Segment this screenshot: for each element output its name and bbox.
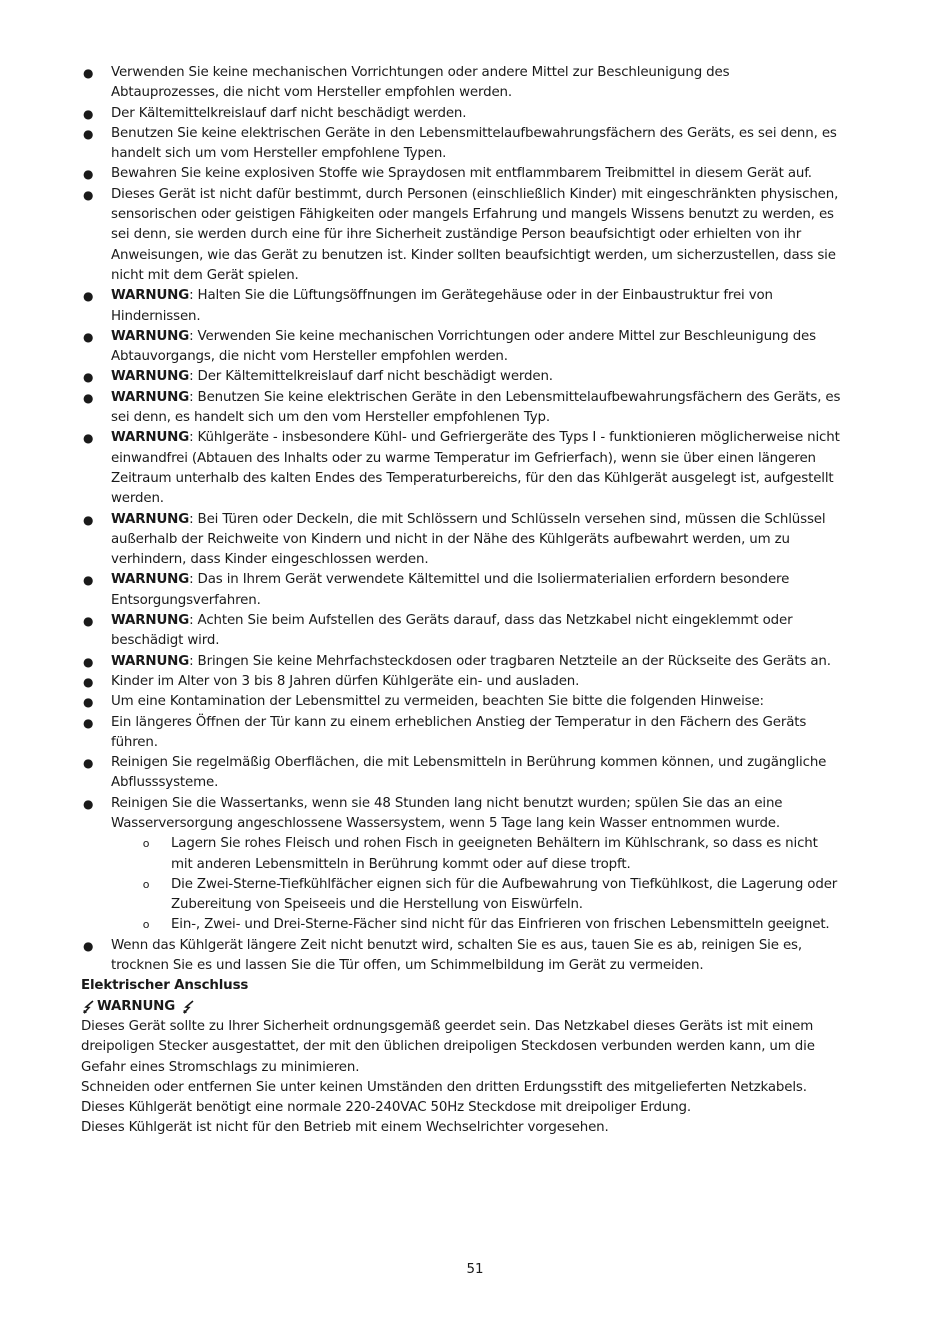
warning-label: WARNUNG bbox=[97, 998, 176, 1014]
list-item: ● WARNUNG: Halten Sie die Lüftungsöffnungen im Gerätegehäuse oder in der Einbaustruktur frei von Hindernissen. bbox=[83, 288, 773, 324]
bullet-icon: ● bbox=[83, 674, 94, 689]
bullet-icon: ● bbox=[83, 796, 94, 811]
list-item: ● Reinigen Sie die Wassertanks, wenn sie 48 Stunden lang nicht benutzt wurden; spülen Sie das an eine Wasserversorgung angeschlossene Wassersystem, wenn 5 Tage lang kein Wasser entnommen wurde. bbox=[83, 795, 783, 831]
safety-list-continued bbox=[81, 936, 841, 977]
list-item: ● Dieses Gerät ist nicht dafür bestimmt, durch Personen (einschließlich Kinder) mit eingeschränkten physischen, sensorischen oder geistigen Fähigkeiten oder mangels Erfahrung und mangels Wissens benutzt zu werden, es sei denn, sie werden durch eine für ihre Sicherheit zuständige Person beaufsichtigt oder erhielten von ihr Anweisungen, wie das Gerät zu benutzen ist. Kinder sollten beaufsichtigt werden, um sicherzustellen, dass sie nicht mit dem Gerät spielen. bbox=[83, 186, 839, 283]
list-item: ● Verwenden Sie keine mechanischen Vorrichtungen oder andere Mittel zur Beschleunigung des Abtauprozesses, die nicht vom Hersteller empfohlen werden. bbox=[83, 65, 730, 101]
warning-label: WARNUNG bbox=[111, 328, 190, 344]
list-item: ● WARNUNG: Achten Sie beim Aufstellen des Geräts darauf, dass das Netzkabel nicht eingeklemmt oder beschädigt wird. bbox=[83, 613, 793, 649]
bullet-icon: ● bbox=[83, 289, 94, 304]
warning-label: WARNUNG bbox=[111, 389, 190, 405]
list-item: ● WARNUNG: Das in Ihrem Gerät verwendete Kältemittel und die Isoliermaterialien erfordern besondere Entsorgungsverfahren. bbox=[83, 572, 790, 608]
section-heading: Elektrischer Anschluss bbox=[81, 978, 249, 994]
list-item: ● Um eine Kontamination der Lebensmittel zu vermeiden, beachten Sie bitte die folgenden Hinweise: bbox=[81, 692, 841, 712]
bullet-icon: ● bbox=[83, 756, 94, 771]
list-item: ● Bewahren Sie keine explosiven Stoffe wie Spraydosen mit entflammbarem Treibmittel in diesem Gerät auf. bbox=[81, 164, 841, 184]
bullet-icon: ● bbox=[83, 167, 94, 182]
lightning-icon bbox=[181, 1000, 195, 1014]
list-item: ● WARNUNG: Bringen Sie keine Mehrfachsteckdosen oder tragbaren Netzteile an der Rückseite des Geräts an. bbox=[81, 652, 841, 672]
warning-label: WARNUNG bbox=[111, 572, 190, 588]
sub-list-item: o Die Zwei-Sterne-Tiefkühlfächer eignen sich für die Aufbewahrung von Tiefkühlkost, die Lagerung oder Zubereitung von Speiseeis und die Herstellung von Eiswürfeln. bbox=[142, 876, 838, 913]
bullet-icon: ● bbox=[83, 390, 94, 405]
food-storage-sublist bbox=[81, 834, 841, 935]
bullet-icon: ● bbox=[83, 126, 94, 141]
page-number: 51 bbox=[466, 1262, 484, 1277]
bullet-icon: ● bbox=[83, 329, 94, 344]
bullet-icon: ● bbox=[83, 938, 94, 953]
document-body bbox=[81, 63, 841, 1139]
sub-list-item: o Ein-, Zwei- und Drei-Sterne-Fächer sind nicht für das Einfrieren von frischen Lebensmitteln geeignet. bbox=[81, 915, 841, 935]
lightning-icon bbox=[81, 1000, 95, 1014]
bullet-icon: ● bbox=[83, 654, 94, 669]
list-item: ● WARNUNG: Benutzen Sie keine elektrischen Geräte in den Lebensmittelaufbewahrungsfächern des Geräts, es sei denn, es handelt sich um den vom Hersteller empfohlenen Typ. bbox=[83, 389, 841, 426]
bullet-icon: ● bbox=[83, 573, 94, 588]
list-item: ● Reinigen Sie regelmäßig Oberflächen, die mit Lebensmitteln in Berührung kommen können, und zugängliche Abflusssysteme. bbox=[83, 755, 827, 791]
warning-label: WARNUNG bbox=[111, 653, 190, 669]
bullet-icon: ● bbox=[83, 106, 94, 121]
bullet-icon: ● bbox=[83, 187, 94, 202]
bullet-icon: ● bbox=[83, 512, 94, 527]
paragraph: Dieses Kühlgerät benötigt eine normale 220-240VAC 50Hz Steckdose mit dreipoliger Erdung. bbox=[81, 1100, 692, 1116]
list-item: ● Ein längeres Öffnen der Tür kann zu einem erheblichen Anstieg der Temperatur in den Fächern des Geräts führen. bbox=[83, 714, 807, 750]
list-item: ● Kinder im Alter von 3 bis 8 Jahren dürfen Kühlgeräte ein- und ausladen. bbox=[81, 672, 841, 692]
warning-label: WARNUNG bbox=[111, 288, 190, 304]
sub-list-item: o Lagern Sie rohes Fleisch und rohen Fisch in geeigneten Behältern im Kühlschrank, so dass es nicht mit anderen Lebensmitteln in Berührung kommt oder auf diese tropft. bbox=[142, 836, 818, 872]
bullet-icon: ● bbox=[83, 695, 94, 710]
electrical-warning bbox=[81, 997, 841, 1017]
warning-label: WARNUNG bbox=[111, 430, 190, 446]
bullet-icon: ● bbox=[83, 370, 94, 385]
list-item: ● WARNUNG: Der Kältemittelkreislauf darf nicht beschädigt werden. bbox=[81, 367, 841, 387]
warning-label: WARNUNG bbox=[111, 613, 190, 629]
list-item: ● Der Kältemittelkreislauf darf nicht beschädigt werden. bbox=[81, 104, 841, 124]
list-item: ● Wenn das Kühlgerät längere Zeit nicht benutzt wird, schalten Sie es aus, tauen Sie es ab, reinigen Sie es, trocknen Sie es und lassen Sie die Tür offen, um Schimmelbildung im Gerät zu vermeiden. bbox=[83, 937, 802, 974]
list-item: ● Benutzen Sie keine elektrischen Geräte in den Lebensmittelaufbewahrungsfächern des Geräts, es sei denn, es handelt sich um vom Hersteller empfohlene Typen. bbox=[83, 125, 837, 162]
bullet-icon: ● bbox=[83, 715, 94, 730]
safety-list bbox=[81, 63, 841, 834]
paragraph: Dieses Kühlgerät ist nicht für den Betrieb mit einem Wechselrichter vorgesehen. bbox=[81, 1120, 609, 1136]
circle-bullet-icon: o bbox=[142, 918, 150, 932]
paragraph: Dieses Gerät sollte zu Ihrer Sicherheit ordnungsgemäß geerdet sein. Das Netzkabel dieses Geräts ist mit einem dreipoligen Stecker ausgestattet, der mit den üblichen dreipoligen Steckdosen verbunden werden kann, um die Gefahr eines Stromschlags zu minimieren. bbox=[81, 1018, 815, 1075]
bullet-icon: ● bbox=[83, 614, 94, 629]
circle-bullet-icon: o bbox=[142, 837, 150, 851]
list-item: ● WARNUNG: Bei Türen oder Deckeln, die mit Schlössern und Schlüsseln versehen sind, müssen die Schlüssel außerhalb der Reichweite von Kindern und nicht in der Nähe des Kühlgeräts aufbewahrt werden, um zu verhindern, dass Kinder eingeschlossen werden. bbox=[83, 511, 826, 568]
warning-label: WARNUNG bbox=[111, 369, 190, 385]
paragraph: Schneiden oder entfernen Sie unter keinen Umständen den dritten Erdungsstift des mitgelieferten Netzkabels. bbox=[81, 1079, 807, 1095]
warning-label: WARNUNG bbox=[111, 511, 190, 527]
circle-bullet-icon: o bbox=[142, 877, 150, 891]
list-item: ● WARNUNG: Kühlgeräte - insbesondere Kühl- und Gefriergeräte des Typs I - funktionieren möglicherweise nicht einwandfrei (Abtauen des Inhalts oder zu warme Temperatur im Gefrierfach), wenn sie über einen längeren Zeitraum unterhalb des kalten Endes des Temperaturbereichs, für den das Kühlgerät ausgelegt ist, aufgestellt werden. bbox=[83, 430, 840, 507]
bullet-icon: ● bbox=[83, 66, 94, 80]
bullet-icon: ● bbox=[83, 431, 94, 446]
list-item: ● WARNUNG: Verwenden Sie keine mechanischen Vorrichtungen oder andere Mittel zur Beschleunigung des Abtauvorgangs, die nicht vom Hersteller empfohlen werden. bbox=[83, 328, 816, 365]
